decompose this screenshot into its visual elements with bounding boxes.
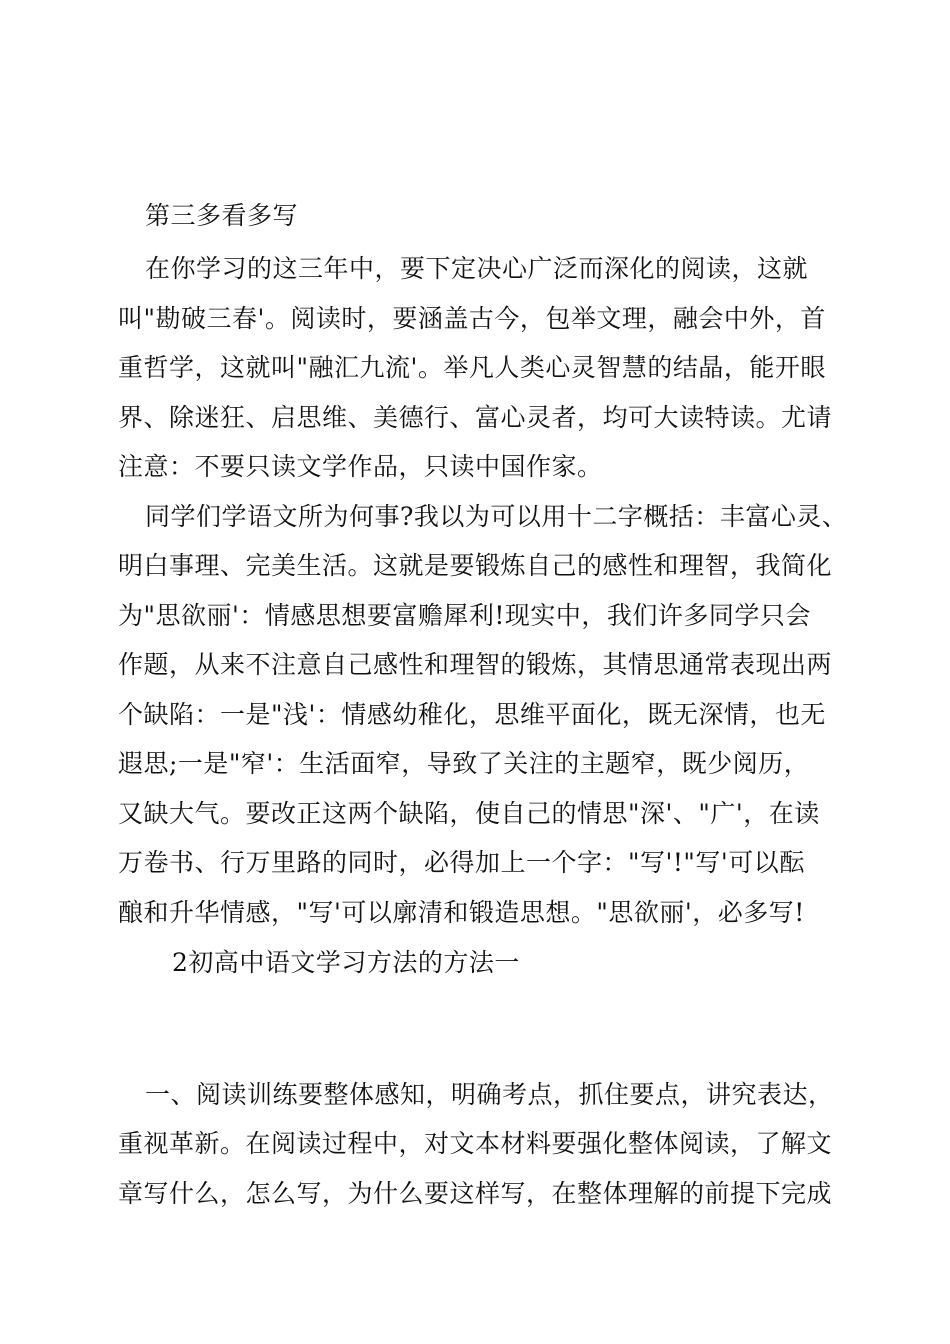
paragraph-line: 个缺陷：一是"浅'：情感幼稚化，思维平面化，既无深情，也无: [118, 700, 826, 729]
section-heading: 第三多看多写: [145, 201, 299, 230]
paragraph-line: 叫"勘破三春'。阅读时，要涵盖古今，包举文理，融会中外，首: [118, 304, 826, 333]
paragraph-line: 为"思欲丽'：情感思想要富赡犀利!现实中，我们许多同学只会: [118, 601, 811, 630]
paragraph-line: 重视革新。在阅读过程中，对文本材料要强化整体阅读，了解文: [118, 1129, 833, 1158]
paragraph-line: 遐思;一是"窄'：生活面窄，导致了关注的主题窄，既少阅历，: [118, 749, 810, 778]
paragraph-line: 又缺大气。要改正这两个缺陷，使自己的情思"深'、"广'，在读: [118, 799, 820, 828]
paragraph-line: 明白事理、完美生活。这就是要锻炼自己的感性和理智，我简化: [118, 551, 833, 580]
paragraph-line: 作题，从来不注意自己感性和理智的锻炼，其情思通常表现出两: [118, 650, 833, 679]
paragraph-line: 同学们学语文所为何事?我以为可以用十二字概括：丰富心灵、: [145, 502, 848, 531]
paragraph-line: 酿和升华情感，"写'可以廓清和锻造思想。"思欲丽'，必多写!: [118, 898, 805, 927]
paragraph-line: 万卷书、行万里路的同时，必得加上一个字："写'!"写'可以酝: [118, 848, 805, 877]
paragraph-line: 在你学习的这三年中，要下定决心广泛而深化的阅读，这就: [145, 254, 809, 283]
paragraph-line: 一、阅读训练要整体感知，明确考点，抓住要点，讲究表达，: [145, 1080, 834, 1109]
paragraph-line: 界、除迷狂、启思维、美德行、富心灵者，均可大读特读。尤请: [118, 403, 833, 432]
paragraph-line: 重哲学，这就叫"融汇九流'。举凡人类心灵智慧的结晶，能开眼: [118, 353, 826, 382]
paragraph-line: 章写什么，怎么写，为什么要这样写，在整体理解的前提下完成: [118, 1179, 833, 1208]
section-heading: 2初高中语文学习方法的方法一: [172, 948, 520, 977]
paragraph-line: 注意：不要只读文学作品，只读中国作家。: [118, 452, 603, 481]
